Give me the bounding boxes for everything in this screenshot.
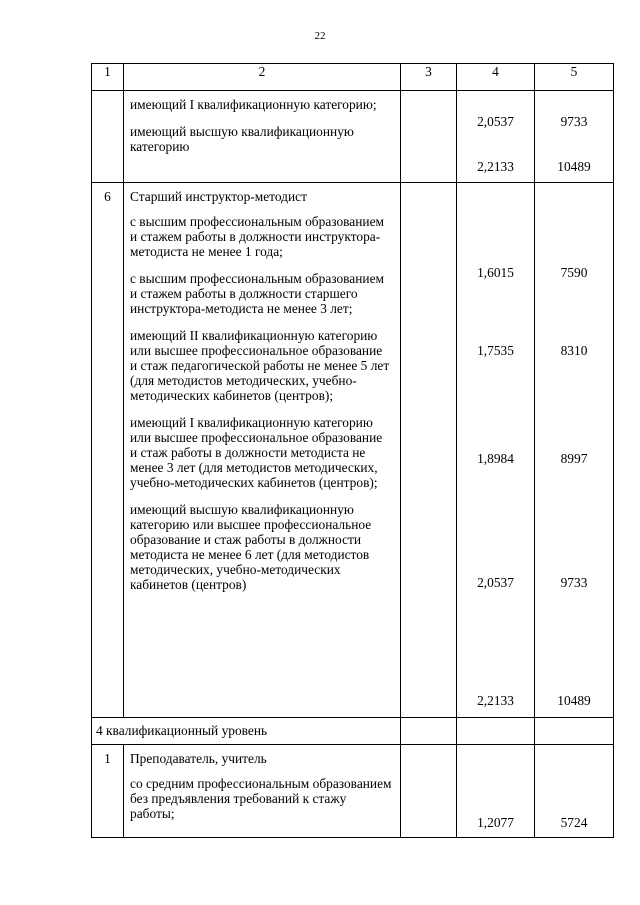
- description-cell: [124, 91, 401, 183]
- item-text: с высшим профессиональным образованием и стажем работы в должности инструктора-методиста не менее 1 года;: [130, 214, 385, 259]
- salary-value: 10489: [557, 159, 591, 174]
- salary-value: 9733: [560, 575, 588, 590]
- row-number-cell: 6: [92, 183, 124, 718]
- header-cell-2: 2: [124, 64, 401, 91]
- salary-cell: [535, 745, 614, 838]
- coefficient-value: 1,8984: [477, 451, 514, 466]
- position-title: Старший инструктор-методист: [130, 189, 307, 204]
- table-row: [92, 745, 614, 838]
- header-cell-5: 5: [535, 64, 614, 91]
- item-text: с высшим профессиональным образованием и стажем работы в должности старшего инструктора-методиста не менее 3 лет;: [130, 271, 385, 316]
- salary-value: 7590: [560, 265, 588, 280]
- coefficient-value: 1,7535: [477, 343, 514, 358]
- coefficient-value: 2,2133: [477, 693, 514, 708]
- salary-cell: [535, 183, 614, 718]
- empty-cell: [535, 718, 614, 745]
- salary-cell: [535, 91, 614, 183]
- coefficient-cell: [457, 745, 535, 838]
- position-title: Преподаватель, учитель: [130, 751, 267, 766]
- header-cell-1: 1: [92, 64, 124, 91]
- salary-value: 9733: [560, 114, 588, 129]
- empty-cell: [401, 183, 457, 718]
- level-row: [92, 718, 614, 745]
- coefficient-value: 2,2133: [477, 159, 514, 174]
- coefficient-value: 2,0537: [477, 114, 514, 129]
- empty-cell: [401, 718, 457, 745]
- row-number-cell: [92, 91, 124, 183]
- table-row: [92, 91, 614, 183]
- coefficient-cell: [457, 183, 535, 718]
- item-text: со средним профессиональным образованием без предъявления требований к стажу работы;: [130, 776, 392, 821]
- salary-value: 8310: [560, 343, 588, 358]
- coefficient-value: 1,2077: [477, 815, 514, 830]
- header-cell-4: 4: [457, 64, 535, 91]
- header-row: [92, 64, 614, 91]
- description-cell: [124, 745, 401, 838]
- empty-cell: [457, 718, 535, 745]
- item-text: имеющий I квалификационную категорию или высшее профессиональное образование и стаж работы в должности методиста не менее 3 лет (для методистов методических, учебно-методических кабинетов (центров);: [130, 415, 383, 490]
- item-text: имеющий I квалификационную категорию;: [130, 97, 377, 112]
- coefficient-cell: [457, 91, 535, 183]
- row-number-cell: 1: [92, 745, 124, 838]
- item-text: имеющий высшую квалификационную категорию или высшее профессиональное образование и стаж работы в должности методиста не менее 6 лет (для методистов методических, учебно-методических кабинетов (центров): [130, 502, 372, 592]
- salary-value: 8997: [560, 451, 588, 466]
- header-cell-3: 3: [401, 64, 457, 91]
- empty-cell: [401, 745, 457, 838]
- coefficient-value: 1,6015: [477, 265, 514, 280]
- description-cell: [124, 183, 401, 718]
- salary-table: [91, 63, 614, 838]
- empty-cell: [401, 91, 457, 183]
- item-text: имеющий II квалификационную категорию или высшее профессиональное образование и стаж педагогической работы не менее 5 лет (для методистов методических, учебно-методических кабинетов (центров);: [130, 328, 390, 403]
- table-row: [92, 183, 614, 718]
- coefficient-value: 2,0537: [477, 575, 514, 590]
- salary-value: 10489: [557, 693, 591, 708]
- level-heading: 4 квалификационный уровень: [92, 718, 401, 745]
- page-number: 22: [314, 30, 326, 42]
- salary-value: 5724: [560, 815, 588, 830]
- item-text: имеющий высшую квалификационную категорию: [130, 124, 354, 154]
